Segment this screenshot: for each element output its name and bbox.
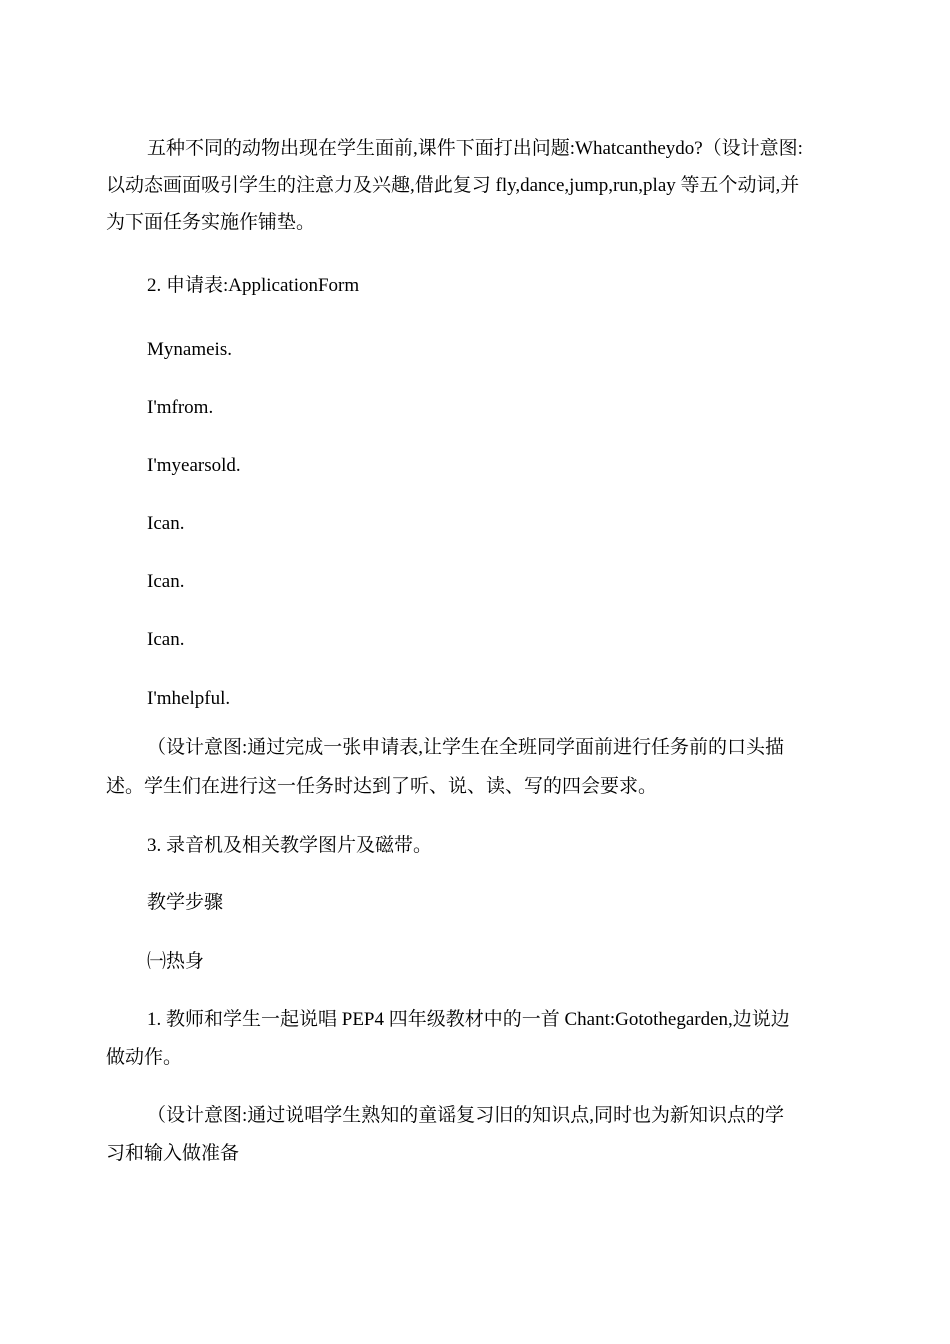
form-line-age: I'myearsold. [147,455,241,476]
form-line-can-2: Ican. [147,571,185,592]
materials-heading: 3. 录音机及相关教学图片及磁带。 [147,835,433,856]
application-form-heading: 2. 申请表:ApplicationForm [147,275,360,296]
form-line-can-3: Ican. [147,629,185,650]
step-1-line-1: 1. 教师和学生一起说唱 PEP4 四年级教材中的一首 Chant:Gotothegarden,边说边 [147,1009,790,1030]
step-1-line-2: 做动作。 [106,1047,183,1068]
form-intent-paragraph-line-1: （设计意图:通过完成一张申请表,让学生在全班同学面前进行任务前的口头描 [147,737,785,758]
subsection-title: ㈠热身 [147,951,205,972]
intro-paragraph-line-1: 五种不同的动物出现在学生面前,课件下面打出问题:Whatcantheydo?（设计意图: [147,138,803,159]
intro-paragraph-line-3: 为下面任务实施作铺垫。 [106,212,316,233]
intro-paragraph-line-2: 以动态画面吸引学生的注意力及兴趣,借此复习 fly,dance,jump,run,play 等五个动词,并 [106,175,800,196]
form-line-can-1: Ican. [147,513,185,534]
form-intent-paragraph-line-2: 述。学生们在进行这一任务时达到了听、说、读、写的四会要求。 [106,776,658,797]
form-line-from: I'mfrom. [147,397,214,418]
section-title: 教学步骤 [147,892,224,913]
form-line-helpful: I'mhelpful. [147,688,231,709]
form-line-name: Mynameis. [147,339,232,360]
chant-intent-paragraph-line-2: 习和输入做准备 [106,1143,240,1164]
chant-intent-paragraph-line-1: （设计意图:通过说唱学生熟知的童谣复习旧的知识点,同时也为新知识点的学 [147,1105,785,1126]
